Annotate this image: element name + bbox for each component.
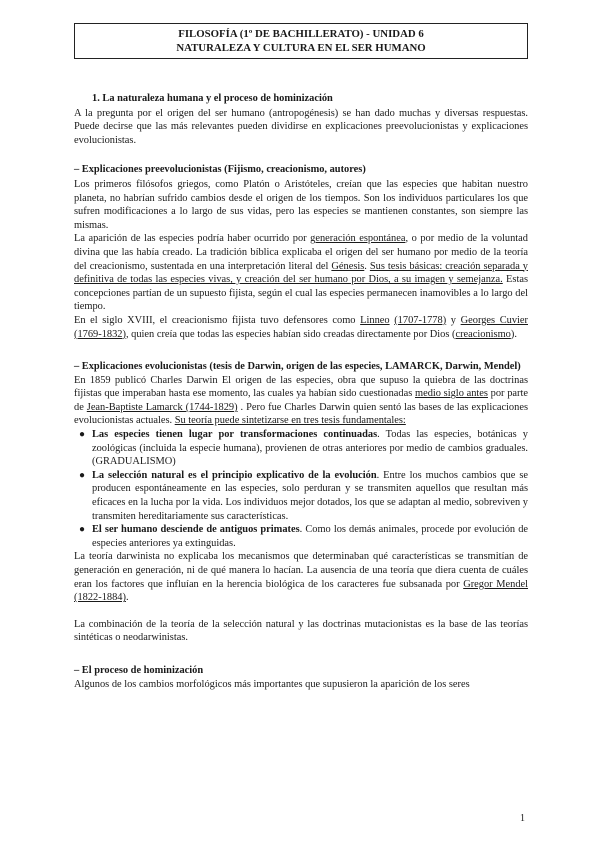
title-line-2: NATURALEZA Y CULTURA EN EL SER HUMANO (176, 42, 426, 54)
link-medio-siglo[interactable]: medio siglo antes (415, 388, 488, 400)
preevolution-paragraph-1: Los primeros filósofos griegos, como Platón o Aristóteles, creían que las especies que habitan nuestro planeta, no habrían sufrido cambios desde el origen de los tiempos. Son los individuos particulares los que sufren modificaciones a lo largo de sus vidas, pero las especies se mantienen constantes, son siempre las mismas. (74, 178, 528, 231)
list-item: ● Las especies tienen lugar por transformaciones continuadas. Todas las especies, botánicas y zoológicas (incluida la especie humana), provienen de otras anteriores por medio de cambios graduales. (GRADUALISMO) (79, 429, 528, 468)
page-number: 1 (520, 813, 525, 824)
tesis-basicas: Sus tesis básicas: creación separada y definitiva de todas las especies vivas, y creación del ser humano por Dios, a su imagen y semejanza. (74, 260, 529, 286)
list-item: ● El ser humano desciende de antiguos primates. Como los demás animales, procede por evolución de especies anteriores ya extinguidas. (79, 524, 529, 549)
intro-paragraph: A la pregunta por el origen del ser humano (antropogénesis) se han dado muchas y diversas respuestas. Puede decirse que las más relevantes pueden dividirse en explicaciones preevolucionistas y explicaciones evolucionistas. (74, 107, 528, 146)
document-body (74, 92, 528, 691)
link-creacionismo[interactable]: creacionismo (455, 328, 511, 340)
darwin-thesis-list (74, 428, 528, 550)
link-linneo[interactable]: Linneo (360, 314, 390, 326)
link-cuvier[interactable]: Georges Cuvier (460, 314, 528, 326)
preevolution-paragraph-3: En el siglo XVIII, el creacionismo fijista tuvo defensores como Linneo (1707-1778) y Georges Cuvier (1769-1832), quien creía que todas las especies habían sido creadas directamente por Dios (creacionismo). (74, 314, 528, 340)
title-line-1: FILOSOFÍA (1º DE BACHILLERATO) - UNIDAD 6 (178, 28, 424, 40)
link-lamarck[interactable]: Jean-Baptiste Lamarck (1744-1829) (86, 401, 238, 413)
title-box (74, 23, 528, 59)
preevolution-heading: – Explicaciones preevolucionistas (Fijismo, creacionismo, autores) (74, 164, 366, 176)
link-linneo-dates[interactable]: (1707-1778) (394, 314, 447, 326)
bullet-icon: ● (79, 429, 86, 441)
link-genesis[interactable]: Génesis (331, 260, 365, 272)
evolution-heading: – Explicaciones evolucionistas (tesis de Darwin, origen de las especies, LAMARCK, Darwin, Mendel) (74, 361, 521, 373)
evolution-paragraph-1: En 1859 publicó Charles Darwin El origen de las especies, obra que supuso la quiebra de las doctrinas fijistas que imperaban hasta ese momento, las cuales ya habían sido cuestionadas medio siglo antes por parte de Jean-Baptiste Lamarck (1744-1829) . Pero fue Charles Darwin quien sentó las bases de las explicaciones evolucionistas actuales. Su teoría puede sintetizarse en tres tesis fundamentales: (74, 374, 528, 427)
link-mendel[interactable]: Gregor Mendel (1822-1884) (74, 578, 529, 604)
list-item: ● La selección natural es el principio explicativo de la evolución. Entre los muchos cambios que se producen espontáneamente en las especies, solo perduran y se transmiten aquellos que resultan más eficaces en la lucha por la vida. Los individuos mejor dotados, los que se adaptan al medio, sobreviven y transmiten hereditariamente sus características. (79, 469, 528, 522)
bullet-icon: ● (79, 469, 86, 481)
preevolution-paragraph-2: La aparición de las especies podría haber ocurrido por generación espontánea, o por medio de la voluntad divina que las había creado. La tradición bíblica explicaba el origen del ser humano por medio de la teoría del creacionismo, sustentada en una interpretación literal del Génesis. Sus tesis básicas: creación separada y definitiva de todas las especies vivas, y creación del ser humano por Dios, a su imagen y semejanza. Estas concepciones partían de un supuesto fijista, según el cual las especies permanecen inamovibles a lo largo del tiempo. (74, 233, 529, 313)
bullet-icon: ● (79, 524, 86, 536)
link-cuvier-dates[interactable]: (1769-1832) (74, 328, 126, 340)
evolution-paragraph-3: La combinación de la teoría de la selección natural y las doctrinas mutacionistas es la base de las teorías sintéticas o neodarwinistas. (74, 618, 528, 644)
teoria-tesis: Su teoría puede sintetizarse en tres tesis fundamentales: (174, 415, 406, 427)
evolution-paragraph-2: La teoría darwinista no explicaba los mecanismos que determinaban qué características se transmitían de generación en generación, ni de qué manera lo hacían. La ausencia de una teoría que diera cuenta de cuáles eran los factores que influían en la herencia biológica de los caracteres fue subsanada por Gregor Mendel (1822-1884). (74, 551, 529, 604)
hominization-heading: – El proceso de hominización (74, 664, 204, 676)
hominization-paragraph: Algunos de los cambios morfológicos más importantes que supusieron la aparición de los seres (74, 678, 470, 690)
link-generacion-espontanea[interactable]: generación espontánea (310, 233, 406, 245)
section-heading: 1. La naturaleza humana y el proceso de hominización (92, 93, 333, 104)
